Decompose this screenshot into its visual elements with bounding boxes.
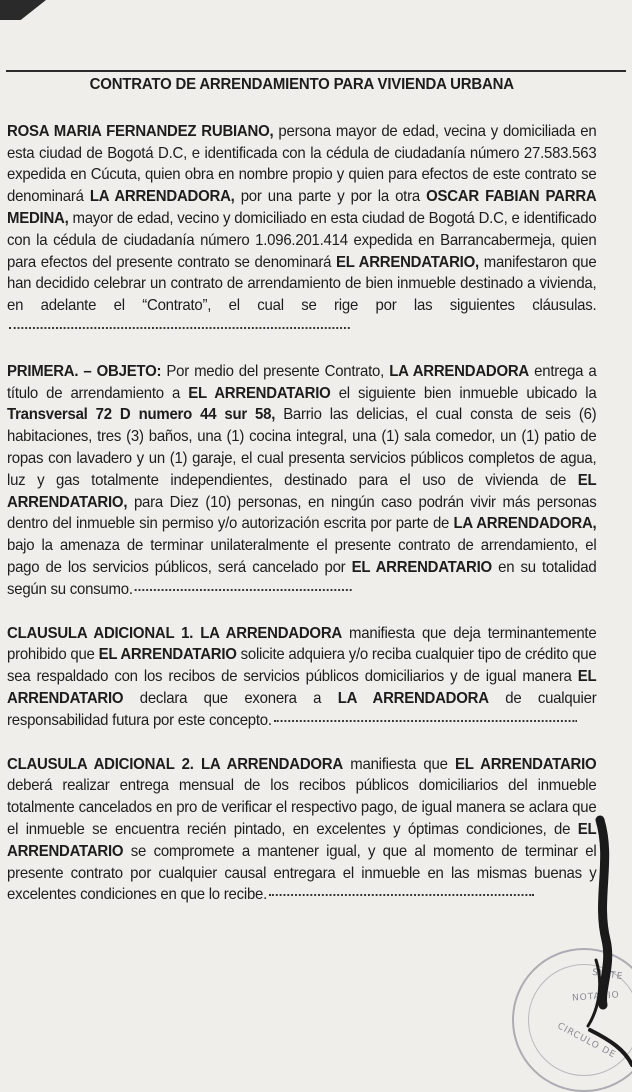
primera-bold-2: EL ARRENDATARIO bbox=[188, 384, 331, 402]
primera-text-1: Por medio del presente Contrato, bbox=[161, 362, 390, 380]
arrendatario-name: OSCAR FABIAN PARRA MEDINA, bbox=[7, 188, 597, 227]
primera-text-2: entrega a título de arrendamiento a bbox=[7, 362, 597, 402]
arrendatario-role: EL ARRENDATARIO, bbox=[336, 253, 479, 271]
clause-adicional-1 bbox=[7, 623, 596, 732]
clause-adicional-2-heading: CLAUSULA ADICIONAL 2. LA ARRENDADORA bbox=[7, 755, 343, 773]
scan-corner-mark bbox=[0, 0, 46, 20]
primera-bold-1: LA ARRENDADORA bbox=[389, 362, 530, 380]
adicional1-text-1: manifiesta que deja terminantemente prohibido que bbox=[7, 624, 597, 664]
intro-text-4: manifestaron que han decidido celebrar un contrato de arrendamiento de bien inmueble destinado a vivienda, en adelante el “Contrato”, el cual se rige por las siguientes cláusulas. bbox=[7, 253, 597, 315]
primera-text-5: para Diez (10) personas, en ningún caso podrán vivir más personas dentro del inmueble sin permiso y/o autorización escrita por parte de bbox=[7, 493, 597, 533]
property-address: Transversal 72 D numero 44 sur 58, bbox=[7, 406, 276, 424]
contract-page bbox=[7, 74, 596, 928]
clause-primera-heading: PRIMERA. – OBJETO: bbox=[7, 362, 162, 380]
fill-dashes bbox=[274, 720, 577, 722]
adicional2-bold-2: EL ARRENDATARIO bbox=[7, 820, 597, 860]
primera-bold-5: EL ARRENDATARIO bbox=[351, 558, 492, 576]
adicional1-bold-3: LA ARRENDADORA bbox=[337, 689, 489, 707]
intro-text-2: por una parte y por la otra bbox=[234, 188, 427, 206]
adicional1-bold-2: EL ARRENDATARIO bbox=[7, 668, 597, 707]
primera-text-7: en su totalidad según su consumo. bbox=[7, 558, 597, 598]
adicional2-text-2: deberá realizar entrega mensual de los recibos públicos domiciliarios del inmueble totalmente cancelados en pro de verificar el respectivo pago, de igual manera se aclara que el inmueble se encuentra recién pintado, en excelentes y óptimas condiciones, de bbox=[7, 777, 597, 838]
primera-bold-4: LA ARRENDADORA, bbox=[453, 515, 597, 533]
clause-primera bbox=[7, 361, 596, 601]
primera-text-4: Barrio las delicias, el cual consta de seis (6) habitaciones, tres (3) baños, una (1) cocina integral, una (1) sala comedor, un (1) patio de ropas con lavadero y un (1) garaje, el cual presenta servicios públicos completos de agua, luz y gas totalmente independientes, destinado para el uso de vivienda de bbox=[7, 406, 597, 489]
intro-paragraph bbox=[7, 121, 596, 339]
adicional2-text-3: se compromete a mantener igual, y que al momento de terminar el presente contrato por cualquier causal entregara el inmueble en las mismas buenas y excelentes condiciones en que lo recibe. bbox=[7, 842, 597, 904]
header-rule bbox=[6, 70, 626, 72]
primera-text-3: el siguiente bien inmueble ubicado la bbox=[330, 384, 597, 402]
primera-text-6: bajo la amenaza de terminar unilateralmente el presente contrato de arrendamiento, el pago de los servicios públicos, será cancelado por bbox=[7, 537, 597, 576]
notary-stamp bbox=[512, 948, 632, 1092]
adicional2-bold-1: EL ARRENDATARIO bbox=[454, 755, 597, 773]
primera-bold-3: EL ARRENDATARIO, bbox=[7, 471, 597, 511]
adicional2-text-1: manifiesta que bbox=[342, 755, 455, 773]
stamp-text-3: CIRCULO DE bbox=[555, 1021, 618, 1061]
adicional1-text-2: solicite adquiera y/o reciba cualquier tipo de crédito que sea respaldado con los recibos de servicios públicos domiciliarios y de igual manera bbox=[7, 646, 597, 686]
document-title: CONTRATO DE ARRENDAMIENTO PARA VIVIENDA URBANA bbox=[89, 76, 514, 93]
clause-adicional-1-heading: CLAUSULA ADICIONAL 1. LA ARRENDADORA bbox=[7, 624, 342, 642]
arrendadora-name: ROSA MARIA FERNANDEZ RUBIANO, bbox=[7, 122, 274, 140]
arrendadora-role: LA ARRENDADORA, bbox=[89, 188, 235, 206]
adicional1-text-3: declara que exonera a bbox=[123, 689, 338, 707]
fill-dashes bbox=[9, 327, 350, 329]
stamp-text-2: NOTARIO bbox=[571, 990, 621, 1004]
adicional1-bold-1: EL ARRENDATARIO bbox=[98, 646, 237, 664]
intro-text-1: persona mayor de edad, vecina y domiciliada en esta ciudad de Bogotá D.C, e identificada con la cédula de ciudadanía número 27.583.563 expedida en Cúcuta, quien obra en nombre propio y quien para efectos de este contrato se denominará bbox=[7, 122, 597, 206]
fill-dashes bbox=[269, 894, 534, 896]
stamp-text-1: SINTE bbox=[591, 967, 624, 983]
clause-adicional-2 bbox=[7, 754, 596, 907]
intro-text-3: mayor de edad, vecino y domiciliado en esta ciudad de Bogotá D.C, e identificado con la cédula de ciudadanía número 1.096.201.414 expedida en Barrancabermeja, quien para efectos del presente contrato se denominará bbox=[7, 209, 597, 271]
fill-dashes bbox=[135, 589, 352, 591]
adicional1-text-4: de cualquier responsabilidad futura por este concepto. bbox=[7, 689, 597, 729]
